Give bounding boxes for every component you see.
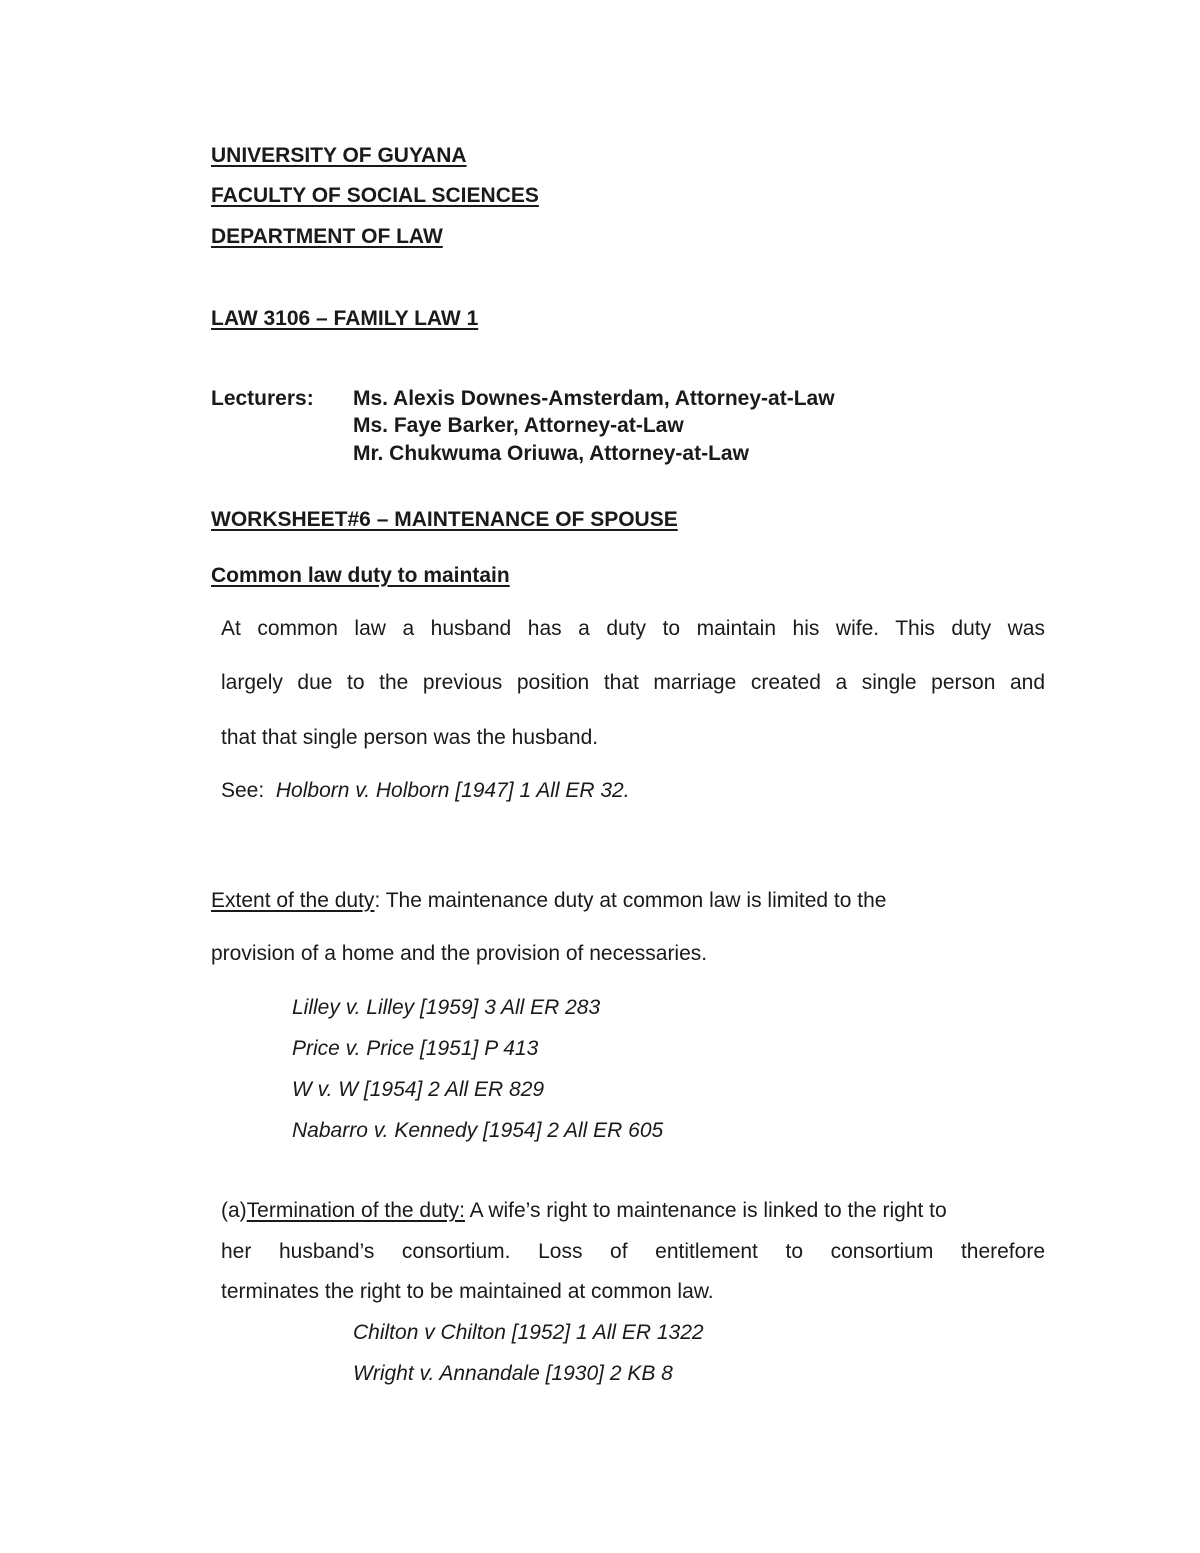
- paragraph-line: largely due to the previous position that marriage created a single person and: [221, 671, 1045, 694]
- case-citation: Nabarro v. Kennedy [1954] 2 All ER 605: [292, 1119, 664, 1142]
- termination-paragraph: [221, 1199, 947, 1223]
- paragraph-line: At common law a husband has a duty to maintain his wife. This duty was: [221, 617, 1045, 640]
- faculty-name: FACULTY OF SOCIAL SCIENCES: [211, 184, 539, 207]
- paragraph-line: her husband’s consortium. Loss of entitlement to consortium therefore: [221, 1240, 1045, 1263]
- paragraph-line: provision of a home and the provision of necessaries.: [211, 942, 708, 965]
- extent-paragraph: [211, 889, 886, 913]
- lecturer-name: Mr. Chukwuma Oriuwa, Attorney-at-Law: [353, 442, 749, 465]
- paragraph-line: that that single person was the husband.: [221, 726, 599, 749]
- section-heading-common-law: Common law duty to maintain: [211, 564, 510, 587]
- case-citation: W v. W [1954] 2 All ER 829: [292, 1078, 545, 1101]
- extent-label: Extent of the duty: [211, 889, 375, 912]
- university-name: UNIVERSITY OF GUYANA: [211, 144, 467, 167]
- case-citation: Holborn v. Holborn [1947] 1 All ER 32.: [275, 779, 630, 802]
- case-citation: Wright v. Annandale [1930] 2 KB 8: [353, 1362, 673, 1385]
- lecturer-name: Ms. Alexis Downes-Amsterdam, Attorney-at-Law: [353, 387, 835, 410]
- termination-text: A wife’s right to maintenance is linked to the right to: [464, 1199, 947, 1222]
- extent-text: : The maintenance duty at common law is limited to the: [374, 889, 887, 912]
- see-label: See:: [221, 779, 265, 802]
- case-citation: Price v. Price [1951] P 413: [292, 1037, 539, 1060]
- termination-label: Termination of the duty:: [246, 1199, 465, 1222]
- worksheet-title: WORKSHEET#6 – MAINTENANCE OF SPOUSE: [211, 508, 678, 531]
- lecturer-name: Ms. Faye Barker, Attorney-at-Law: [353, 414, 684, 437]
- termination-prefix: (a): [221, 1199, 247, 1222]
- case-citation: Lilley v. Lilley [1959] 3 All ER 283: [292, 996, 601, 1019]
- case-citation: Chilton v Chilton [1952] 1 All ER 1322: [353, 1321, 704, 1344]
- see-reference: [221, 779, 630, 803]
- course-title: LAW 3106 – FAMILY LAW 1: [211, 307, 479, 330]
- department-name: DEPARTMENT OF LAW: [211, 225, 443, 248]
- lecturers-label: Lecturers:: [211, 387, 314, 410]
- paragraph-line: terminates the right to be maintained at common law.: [221, 1280, 714, 1303]
